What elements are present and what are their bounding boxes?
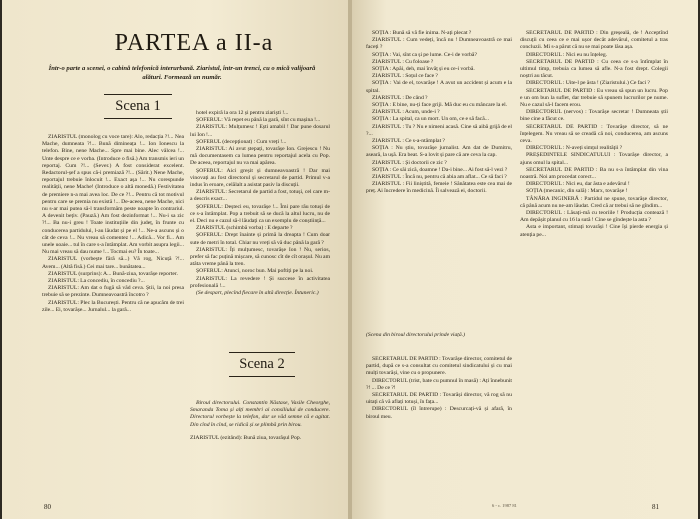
- dialogue-line: DIRECTORUL : Lăsați-mă cu teoriile ! Producția contează ! Am depășit planul cu 16 la sută ! Cine se gîndește la asta ?: [520, 210, 668, 224]
- scene2-title: Scena 2: [239, 356, 285, 372]
- dialogue-line: DIRECTORUL : Uite-l pe ăsta ! (Ziaristului.) Ce faci ?: [526, 80, 650, 87]
- dialogue-line: SOȚIA : Vai de el, tovarășe ! A avut un accident și acum e la spital.: [366, 80, 512, 94]
- left-column-1: [42, 134, 184, 496]
- left-column-2: [190, 110, 330, 342]
- dialogue-line: ZIARISTUL (vorbește fără să...) Vă rog, Nicuță ?!... Avem... (Altă fisă.) Cei mai tare... bunătatea...: [42, 256, 184, 270]
- dialogue-line: SOȚIA (mecanic, din sală) : Marx, tovarășe !: [526, 188, 628, 195]
- dialogue-line: ȘOFERUL: Atunci, noroc bun. Mai poftiți pe la noi.: [196, 268, 314, 275]
- dialogue-line: SOȚIA : Bună să vă fie inima. N-ați plecat ?: [372, 30, 472, 36]
- dialogue-line: SOȚIA : Vai, sînt ca și pe lume. Ce-i de vorbă?: [372, 51, 477, 58]
- dialogue-line: SOȚIA : La spital, ca un mort. Un om, ce e să facă...: [372, 116, 490, 123]
- scene1-title: Scena 1: [115, 98, 161, 114]
- dialogue-line: ZIARISTUL : Soțul ce face ?: [372, 73, 438, 80]
- dialogue-line: SECRETARUL DE PARTID : Tovarășe director, comitetul de partid, după ce s-a consultat cu comitetul sindicatului și cu mai mulți tovarăși, vine cu o propunere.: [366, 356, 512, 377]
- part-title: PARTEA a II-a: [114, 30, 274, 56]
- dialogue-line: ZIARISTUL: La concediu, în concediu ?...: [48, 278, 145, 285]
- dialogue-line: ZIARISTUL : Încă nu, pentru că abia am aflat... Ce să faci ?: [372, 174, 507, 181]
- dialogue-line: SECRETARUL DE PARTID : Eu vreau să spun un lucru. Pop e un om bun la suflet, dar trebuie să spunem lucrurilor pe nume. Nu e cazul să-l facem erou.: [520, 87, 668, 109]
- right-stage-note: [366, 332, 512, 346]
- dialogue-line: ZIARISTUL : Acum, unde-i ?: [372, 109, 440, 116]
- dialogue-line: DIRECTORUL (trist, bate cu pumnul în masă) : Ați înnebunit ?! ... De ce ?!: [366, 377, 512, 391]
- dialogue-line: hotel expiră la ora 12 și pentru ziariști !...: [196, 110, 289, 116]
- dialogue-line: (Se despart, plecînd fiecare în altă direcție. Întuneric.): [196, 290, 319, 297]
- dialogue-line: ZIARISTUL : De când ?: [372, 94, 428, 101]
- book-spread: [2, 0, 698, 519]
- dialogue-line: SECRETARUL DE PARTID : Cu ceea ce s-a întîmplat în ultimul timp, trebuia ca lumea să afle. N-a fost drept. Colegii noștri au tăcut.: [520, 58, 668, 80]
- right-column-1: [366, 30, 512, 330]
- part-intro: Într-o parte a scenei, o cabină telefonică interurbană. Ziaristul, într-un trenci, cu o mică valijoară alături. Formează un număr.: [48, 65, 316, 81]
- right-page: [352, 0, 698, 519]
- dialogue-line: ZIARISTUL (monolog cu voce tare): Alo, redacția ?!... Nea Mache, dumneata ?!... Bună dimineața !... Ion Ionescu la telefon. Bine, nene Mache... Spre mai bine. Alec vâlcea !... Unte despre ce e vorba. (Introduce o fisă.) Am transmis ieri un reportaj. Cum ?!... (Sever.) A fost considerat excelent. Redactorul-șef a spus că-i premiază ?!... (Sărit.) Nene Mache, reportajul trebuie înlocuit !... Exact așa !... Nu corespunde realității, nene Mache! (Introduce o altă monedă.) Festivitatea de premiere n-a mai avea loc. De ce ?!... Pentru că tot motivul pentru care se premia nu există !... De-aceea, nene Mache, nici nu s-ar mai putea să-l transformăm peste noapte în contrariul. A devenit bețiv. (Pauză.) Am fost dezinformat !... Nu-i sa zic ?!... Ba nu-i greu ! Toate instituțiile din județ, în frunte cu conducerea partidului, l-au lăudat și pe el !... Ne-a ascuns și o cât de ceva !... Nu vreau să comentez !... Adică... Vor fi... Am unele uoaie... tul în care s-a întâmplat. Am vorbit asupra legii... Nu mai vreau să dau nume !... Tocmai eu? În toate...: [42, 134, 184, 256]
- dialogue-line: ZIARISTUL: Secretarul de partid a fost, totuși, cel care m-a descris exact...: [190, 189, 330, 203]
- dialogue-line: ZIARISTUL : Și doctorii ce zic ?: [372, 159, 447, 166]
- dialogue-line: ȘOFERUL (decepționat) : Cum vreți !...: [196, 138, 287, 145]
- scene2-description: Biroul directorului. Constantin Năstase, Vasile Cheorghe, Smaranda Toma și alți membri ai consiliului de conducere. Directorul vorbește la telefon, dar se văd semne că e agitat. Din cînd în cînd, se ridică și se plimbă prin birou.: [190, 400, 330, 428]
- dialogue-line: ZIARISTUL: Mulțumesc ! Ești amabil ! Dar pune dosarul lui Ion !...: [190, 124, 330, 138]
- dialogue-line: TÂNĂRA INGINERĂ : Partidul ne spune, tovarășe director, că până acum nu ne-am lăudat. Cred că ar trebui să ne gîndim...: [520, 195, 668, 209]
- stage-direction: (Scena din biroul directorului prinde viață.): [366, 332, 466, 338]
- dialogue-line: DIRECTORUL (îl întrerupe) : Descurcați-vă și afară, în biroul meu.: [366, 406, 512, 420]
- dialogue-line: SECRETARUL DE PARTID : Tovarășe director, să ne înțelegem. Nu vreau să se creadă că noi, conducerea, am ascuns ceva.: [520, 123, 668, 145]
- dialogue-line: ȘOFERUL: Vă repet eu până la gară, sînt cu mașina !...: [196, 117, 321, 124]
- scene2-line: ZIARISTUL (ezitând): Bună ziua, tovarășul Pop.: [190, 434, 302, 441]
- dialogue-line: ZIARISTUL: Ai avut ștepați, tovarășe Ion. Grejescu ! Nu mă documentasem ca lumea pentru reportajul acela cu Pop. De aceea, reportajul nu va mai apărea.: [190, 146, 330, 167]
- print-footer: 6 - c. 1987 81: [492, 503, 517, 508]
- dialogue-line: ZIARISTUL: Am dat o fugă să văd ceva. Știi, la noi presa trebuie să se prezinte. Dumneavoastră încotro ?: [42, 285, 184, 299]
- dialogue-line: SOȚIA : E bine, nu-ți face griji. Mă duc eu cu mâncare la el.: [372, 102, 508, 109]
- dialogue-line: Asta e important, stimați tovarăși ! Cine își pierde energia și atenția pe...: [520, 224, 668, 238]
- dialogue-line: ZIARISTUL : Cum vedeți, încă nu ! Dumneavoastră ce mai faceți ?: [366, 37, 512, 51]
- scene2-text: [190, 400, 330, 496]
- dialogue-line: ȘOFERUL: Deșteci eu, tovarășe !... Îmi pare rău totuși de ce s-a întâmplat. Pop a trebuit să se ducă la altul lucru, nu de el. Deci nu e cazul să-l lăudați ca un exemplu de conștiință...: [190, 203, 330, 225]
- right-column-1-bottom: [366, 356, 512, 498]
- dialogue-line: SECRETARUL DE PARTID : Ba nu s-a întâmplat din vina noastră. Noi am procedat corect...: [520, 166, 668, 181]
- dialogue-line: DIRECTORUL : N-aveți simțul realității ?: [526, 145, 623, 152]
- dialogue-line: ZIARISTUL (surprins): A... Bună-ziua, tovarășe reporter.: [48, 270, 178, 277]
- dialogue-line: ZIARISTUL: Plec la București. Pentru că ne apucăm de trei zile... Ei, tovarășe... Jurnalul... la gară...: [42, 299, 184, 313]
- scene1-heading: [98, 94, 178, 119]
- dialogue-line: SECRETARUL DE PARTID : Tovarăși director, vă rog să nu uitați că vă aflați totuși, în fața...: [366, 392, 512, 406]
- right-column-2: [520, 30, 668, 498]
- dialogue-line: ȘOFERUL: Aici greșit și dumneavoastră ! Dar mai vinovați au fost directorul și secretarul de partid. Primul v-a indus în eroare, celălalt a asistat pasiv la discuții.: [190, 167, 330, 189]
- page-number-left: 80: [44, 503, 51, 511]
- dialogue-line: ZIARISTUL : Tu ? Nu e nimeni acasă. Cine să aibă grijă de el ?...: [366, 123, 512, 137]
- dialogue-line: ȘOFERUL: Drept înainte și primă la dreapta ! Cum doar sute de metri în total. Chiar nu vreți să vă duc până la gară ?: [190, 232, 330, 246]
- dialogue-line: ZIARISTUL: La revedere ! Și succese în activitatea profesională !...: [190, 275, 330, 289]
- dialogue-line: SOȚIA : Apăi, deh, mai învăț și eu ce-i vorbă.: [372, 66, 475, 73]
- dialogue-line: SOȚIA : Nu știu, tovarășe jurnalist. Am dat de Dumitru, aseară, la ușă. Era beat. S-a lovit și pare că are ceva la cap.: [366, 145, 512, 159]
- dialogue-line: ZIARISTUL : Cu foloase ?: [372, 58, 434, 65]
- scene2-heading: [224, 352, 300, 377]
- dialogue-line: ZIARISTUL (schimbă vorba) : E departe ?: [196, 225, 293, 232]
- dialogue-line: DIRECTORUL : Nici eu nu înțeleg.: [526, 51, 608, 58]
- dialogue-line: ZIARISTUL : Ce s-a-ntâmplat ?: [372, 138, 445, 145]
- dialogue-line: SOȚIA : Ce săi zică, doamne ! Da-i bine... Ai fost să-l vezi ?: [372, 166, 508, 173]
- page-number-right: 81: [652, 503, 659, 511]
- dialogue-line: PREȘEDINTELE SINDICATULUI : Tovarășe director, a ajuns omul la spital...: [520, 152, 668, 166]
- dialogue-line: ZIARISTUL : Fii liniștită, femeie ! Sănătatea este cea mai de preț. Ai încredere în medicină. Îi salvează ei, doctorii.: [366, 181, 512, 195]
- dialogue-line: DIRECTORUL : Nici eu, dar ăsta e adevărul !: [526, 181, 630, 188]
- dialogue-line: DIRECTORUL (nervos) : Tovarășe secretar ! Dumneata știi bine cine a făcut ce.: [520, 109, 668, 123]
- dialogue-line: ZIARISTUL: Îți mulțumesc, tovarășe Ion ! Nu, serios, prefer să fac puțină mișcare, să cunosc cît de cît orașul. Nu am atâta vreme până la tren.: [190, 246, 330, 268]
- dialogue-line: SECRETARUL DE PARTID : Din greșeală, de ! Acceptînd discuții cu ceea ce e mai ușor decât adevărul, comitetul a tras concluzii. Mi s-a părut că nu se mai poate lăsa așa.: [520, 30, 668, 51]
- left-page: [2, 0, 348, 519]
